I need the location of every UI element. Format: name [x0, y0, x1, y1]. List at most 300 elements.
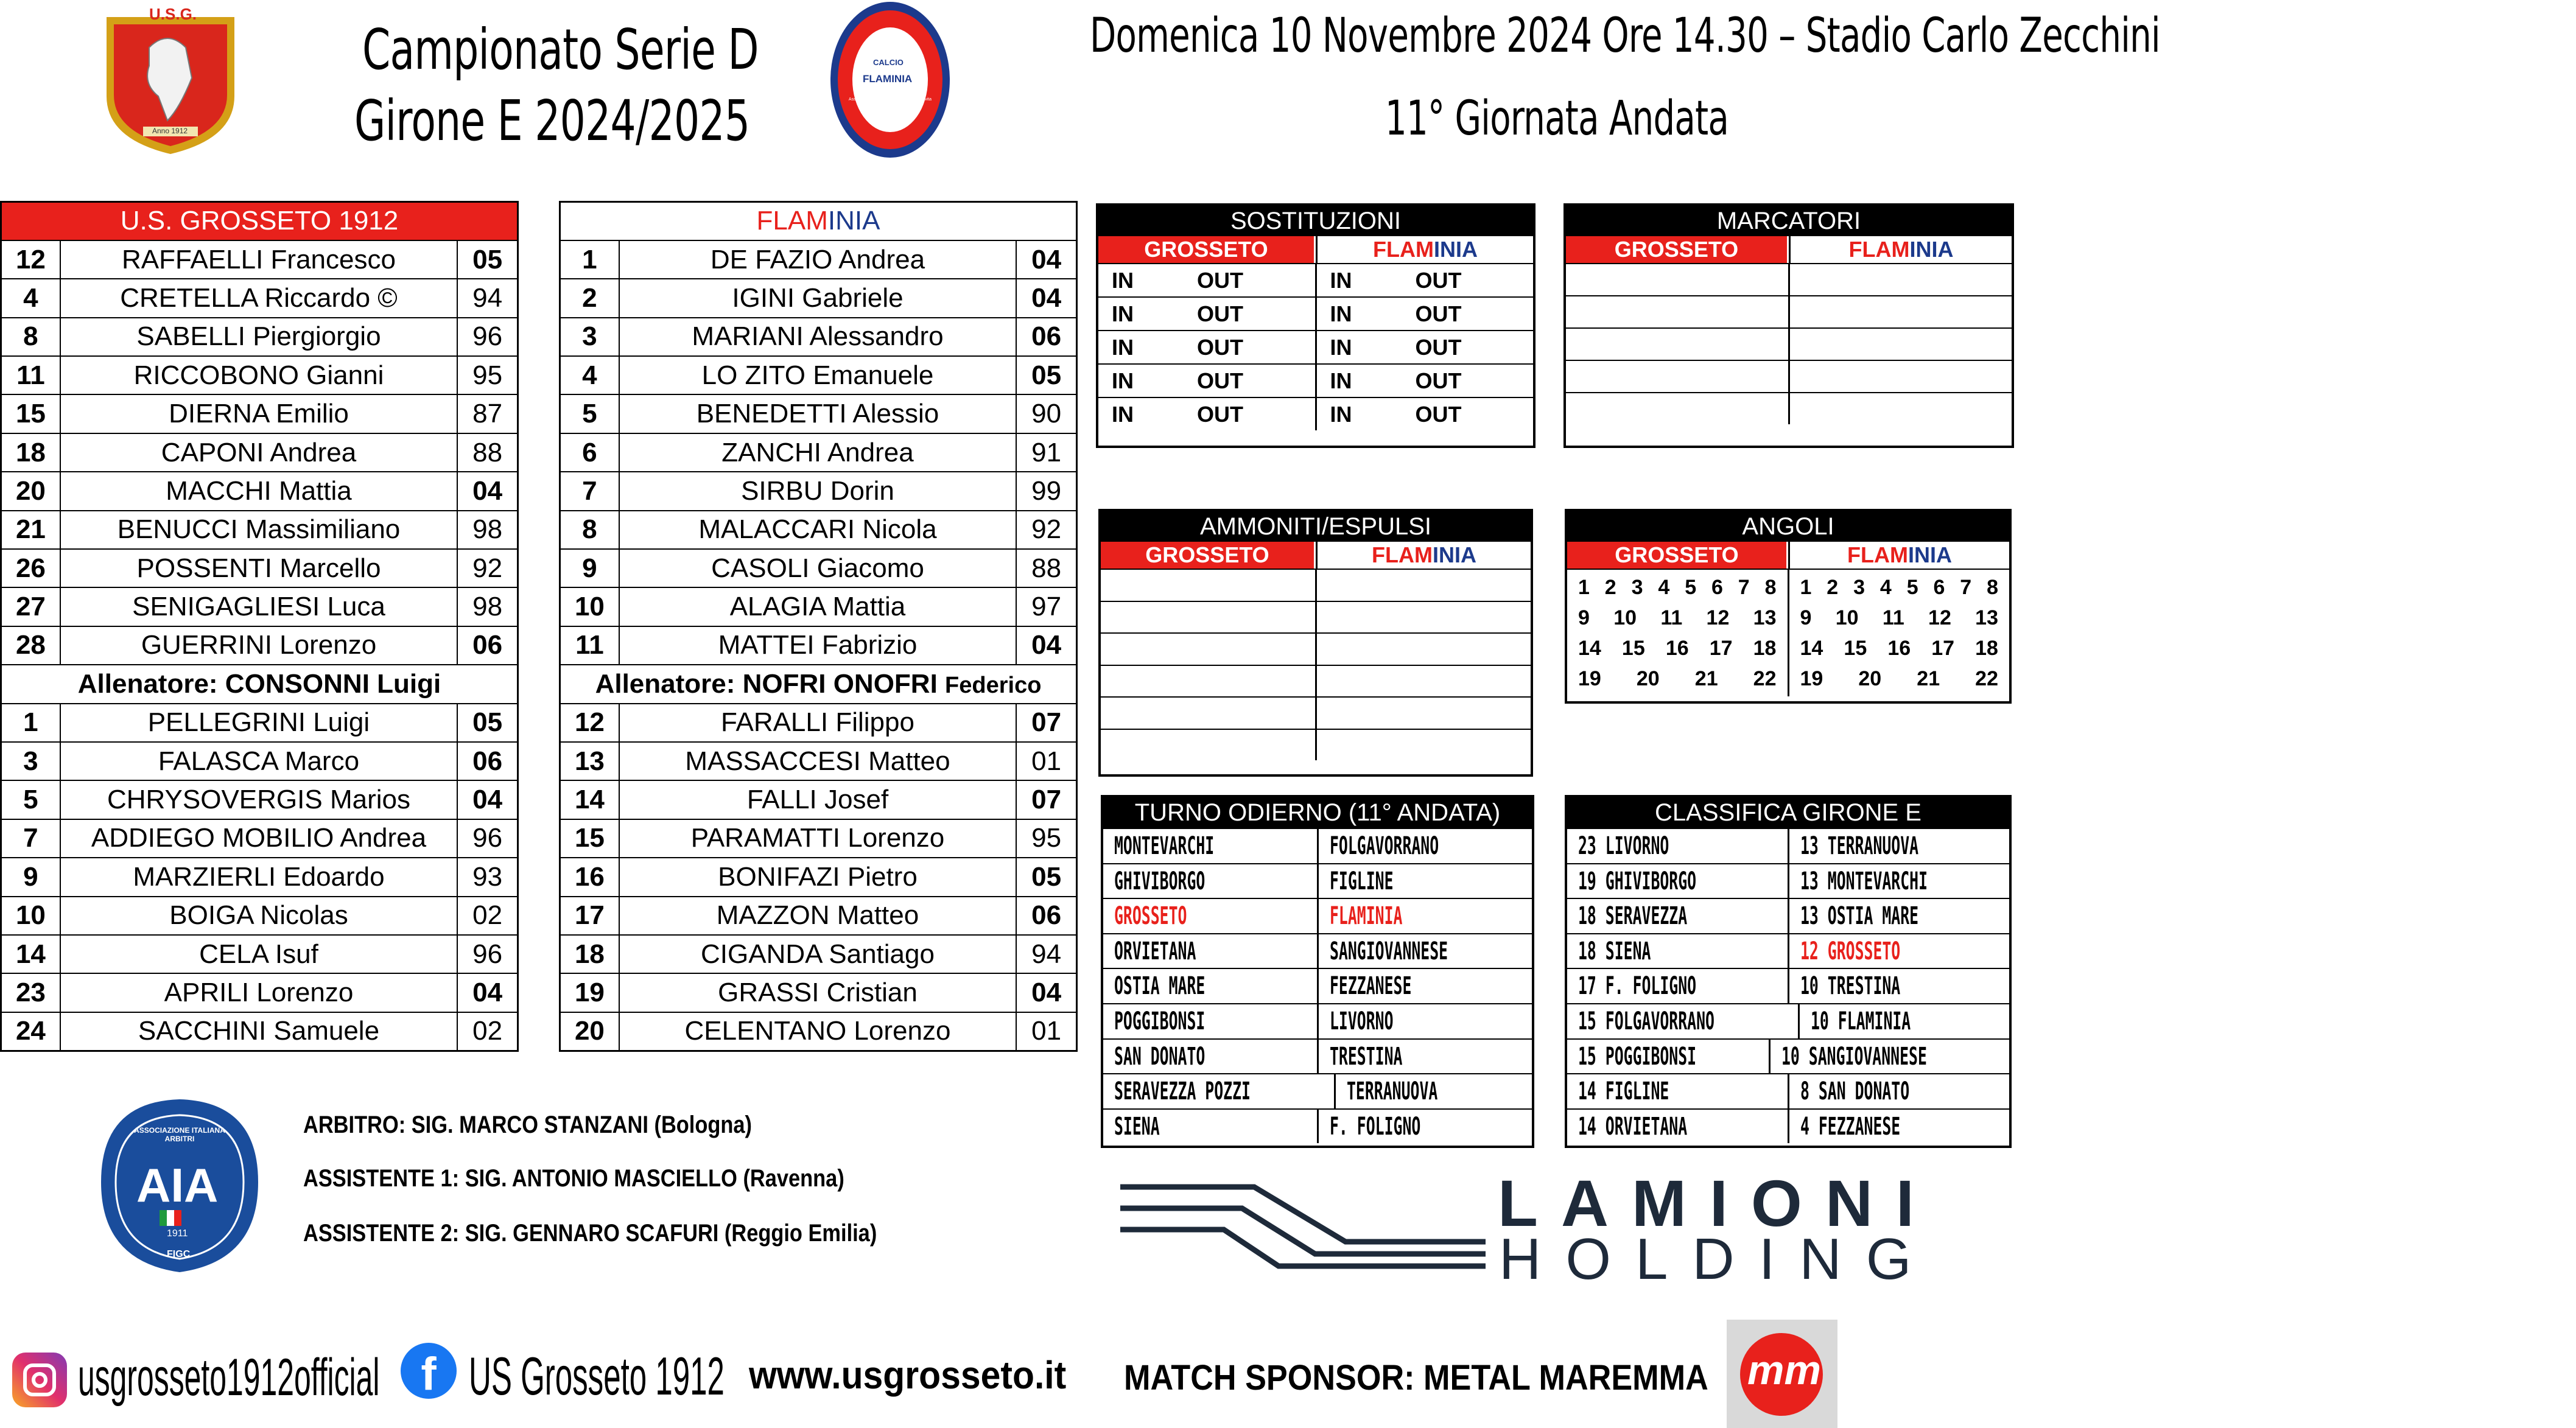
corner-numbers-row [1578, 633, 1777, 663]
roster-row [560, 356, 1077, 394]
away-club-logo [829, 0, 951, 159]
player-birth-year: 88 [1016, 549, 1076, 587]
away-substitution-slot[interactable] [1315, 365, 1534, 397]
roster-row [1, 433, 518, 472]
substitution-row [1098, 296, 1533, 330]
match-sponsor: MATCH SPONSOR: METAL MAREMMA [1124, 1358, 1708, 1398]
out-label: OUT [1415, 301, 1462, 326]
corner-numbers-row [1800, 633, 1999, 663]
roster-row [560, 549, 1077, 587]
player-birth-year: 01 [1016, 742, 1076, 780]
player-name: GUERRINI Lorenzo [60, 626, 457, 665]
player-birth-year: 97 [1016, 587, 1076, 626]
corner-number[interactable]: 13 [1753, 606, 1777, 629]
fixture-row [1103, 933, 1532, 968]
home-logo-text: U.S.G. [149, 5, 197, 23]
roster-row [560, 511, 1077, 549]
player-name: CRETELLA Riccardo © [60, 279, 457, 317]
scorer-row-cell[interactable] [1788, 329, 2012, 360]
scorer-row [1566, 327, 2012, 360]
fixture-row-cell: FIGLINE [1317, 864, 1532, 898]
roster-row [560, 704, 1077, 742]
corner-number[interactable]: 4 [1879, 576, 1892, 599]
corner-number[interactable]: 12 [1706, 606, 1730, 629]
corner-number[interactable]: 22 [1975, 667, 1998, 690]
roster-row [560, 318, 1077, 356]
corner-number[interactable]: 22 [1753, 667, 1777, 690]
fixture-row-cell: F. FOLIGNO [1317, 1110, 1532, 1144]
player-number: 8 [1, 318, 60, 356]
corner-number[interactable]: 11 [1882, 606, 1904, 629]
player-name: SACCHINI Samuele [60, 1012, 457, 1051]
substitution-row [1098, 397, 1533, 430]
aia-letters: AIA [136, 1158, 219, 1212]
corner-number[interactable]: 7 [1960, 576, 1972, 599]
player-name: BONIFAZI Pietro [619, 858, 1016, 896]
home-club-logo [100, 5, 240, 156]
standing-row-cell: 14 ORVIETANA [1578, 1112, 1688, 1141]
fixture-row-cell: FLAMINIA [1317, 899, 1532, 933]
standing-row-cell: 12 GROSSETO [1788, 934, 2010, 968]
booking-row-cell[interactable] [1315, 666, 1531, 697]
scorer-row-cell[interactable] [1566, 393, 1788, 424]
away-logo-top-text: CALCIO [873, 58, 904, 67]
corner-number[interactable]: 5 [1685, 576, 1697, 599]
sponsor-name-line1: LAMIONI [1498, 1166, 1937, 1240]
corner-number[interactable]: 8 [1764, 576, 1777, 599]
roster-row [1, 472, 518, 510]
roster-row [560, 433, 1077, 472]
player-number: 2 [560, 279, 619, 317]
player-birth-year: 07 [1016, 780, 1076, 819]
in-label: IN [1330, 402, 1352, 427]
away-substitution-slot[interactable] [1315, 331, 1534, 363]
player-number: 3 [560, 318, 619, 356]
roster-row [560, 935, 1077, 973]
standing-row-cell: 10 TRESTINA [1788, 969, 2010, 1003]
roster-row [560, 897, 1077, 935]
player-birth-year: 04 [1016, 279, 1076, 317]
player-birth-year: 05 [457, 704, 518, 742]
corner-number[interactable]: 6 [1711, 576, 1723, 599]
player-number: 15 [1, 394, 60, 433]
player-birth-year: 04 [1016, 240, 1076, 279]
player-birth-year: 05 [457, 240, 518, 279]
player-birth-year: 01 [1016, 1012, 1076, 1051]
booking-row [1101, 696, 1531, 729]
booking-row-cell[interactable] [1315, 698, 1531, 729]
corner-number[interactable]: 10 [1835, 606, 1859, 629]
roster-row [560, 1012, 1077, 1051]
player-number: 5 [560, 394, 619, 433]
player-birth-year: 94 [1016, 935, 1076, 973]
bookings-away-team: FLAMINIA [1316, 542, 1531, 569]
fixture-row-cell: ORVIETANA [1114, 937, 1196, 965]
player-birth-year: 93 [457, 858, 518, 896]
standing-row-cell: 19 GHIVIBORGO [1578, 867, 1697, 895]
fixture-row-cell: SIENA [1114, 1112, 1160, 1141]
out-label: OUT [1197, 335, 1243, 360]
home-substitution-slot[interactable] [1098, 264, 1315, 296]
player-name: MATTEI Fabrizio [619, 626, 1016, 665]
player-number: 7 [560, 472, 619, 510]
subs-away-team: FLAMINIA [1316, 236, 1533, 263]
booking-row [1101, 665, 1531, 697]
corner-number[interactable]: 9 [1800, 606, 1812, 629]
player-number: 9 [560, 549, 619, 587]
corner-number[interactable]: 18 [1753, 637, 1777, 660]
player-number: 8 [560, 511, 619, 549]
player-name: SENIGAGLIESI Luca [60, 587, 457, 626]
standings-title: CLASSIFICA GIRONE E [1567, 797, 2009, 828]
home-coach: Allenatore: CONSONNI Luigi [1, 665, 518, 703]
substitution-row [1098, 363, 1533, 397]
fixture-row [1103, 1003, 1532, 1038]
corner-number[interactable]: 20 [1858, 667, 1882, 690]
substitutions-panel [1096, 203, 1535, 448]
home-substitution-slot[interactable] [1098, 398, 1315, 430]
in-label: IN [1112, 268, 1134, 293]
corner-number[interactable]: 10 [1613, 606, 1637, 629]
roster-row [560, 240, 1077, 279]
fixture-row [1103, 898, 1532, 933]
player-number: 21 [1, 511, 60, 549]
corners-away-grid[interactable] [1788, 570, 2010, 696]
player-birth-year: 92 [457, 549, 518, 587]
corner-number[interactable]: 21 [1694, 667, 1718, 690]
roster-row [560, 858, 1077, 896]
corner-number[interactable]: 3 [1631, 576, 1643, 599]
player-birth-year: 96 [457, 819, 518, 858]
scorer-row [1566, 263, 2012, 295]
player-birth-year: 90 [1016, 394, 1076, 433]
player-number: 10 [1, 897, 60, 935]
in-label: IN [1330, 368, 1352, 393]
corner-number[interactable]: 2 [1604, 576, 1616, 599]
player-birth-year: 95 [1016, 819, 1076, 858]
player-number: 19 [560, 973, 619, 1012]
player-name: POSSENTI Marcello [60, 549, 457, 587]
roster-row [1, 780, 518, 819]
corner-number[interactable]: 14 [1578, 637, 1601, 660]
roster-row [1, 318, 518, 356]
scorer-row [1566, 392, 2012, 424]
booking-row-cell[interactable] [1101, 570, 1315, 601]
out-label: OUT [1197, 368, 1243, 393]
match-info-line1: Domenica 10 Novembre 2024 Ore 14.30 – Stadio Carlo Zecchini [1090, 9, 2160, 63]
mm-logo-text: mm [1747, 1347, 1821, 1393]
corner-number[interactable]: 21 [1917, 667, 1940, 690]
player-number: 15 [560, 819, 619, 858]
standing-row [1567, 1003, 2009, 1038]
player-birth-year: 91 [1016, 433, 1076, 472]
standing-row-cell: 13 TERRANUOVA [1788, 829, 2010, 863]
corner-number[interactable]: 20 [1636, 667, 1660, 690]
roster-row [1, 356, 518, 394]
standing-row [1567, 1073, 2009, 1108]
standing-row-cell: 13 MONTEVARCHI [1788, 864, 2010, 898]
roster-row [1, 819, 518, 858]
player-name: MACCHI Mattia [60, 472, 457, 510]
player-name: SIRBU Dorin [619, 472, 1016, 510]
corner-number[interactable]: 9 [1578, 606, 1590, 629]
instagram-icon[interactable] [12, 1353, 67, 1407]
scorer-row-cell[interactable] [1788, 361, 2012, 392]
booking-row-cell[interactable] [1101, 602, 1315, 633]
player-name: LO ZITO Emanuele [619, 356, 1016, 394]
player-birth-year: 06 [1016, 897, 1076, 935]
player-number: 1 [1, 704, 60, 742]
player-birth-year: 04 [457, 973, 518, 1012]
booking-row-cell[interactable] [1101, 634, 1315, 665]
in-label: IN [1112, 301, 1134, 326]
player-number: 5 [1, 780, 60, 819]
corner-number[interactable]: 13 [1975, 606, 1998, 629]
corner-number[interactable]: 1 [1800, 576, 1812, 599]
fixture-row [1103, 1108, 1532, 1144]
fixture-row-cell: FOLGAVORRANO [1317, 829, 1532, 863]
away-substitution-slot[interactable] [1315, 398, 1534, 430]
roster-row [560, 973, 1077, 1012]
out-label: OUT [1415, 268, 1462, 293]
corner-number[interactable]: 4 [1658, 576, 1670, 599]
standing-row [1567, 863, 2009, 898]
booking-row-cell[interactable] [1101, 730, 1315, 761]
player-birth-year: 99 [1016, 472, 1076, 510]
player-name: FALASCA Marco [60, 742, 457, 780]
aia-figc: FIGC [167, 1249, 191, 1259]
player-birth-year: 02 [457, 897, 518, 935]
player-name: MALACCARI Nicola [619, 511, 1016, 549]
corner-number[interactable]: 19 [1800, 667, 1823, 690]
player-name: MARZIERLI Edoardo [60, 858, 457, 896]
player-number: 12 [560, 704, 619, 742]
scorer-row-cell[interactable] [1566, 264, 1788, 295]
substitution-row [1098, 330, 1533, 363]
home-roster-table [0, 201, 519, 1052]
corners-away-team: FLAMINIA [1788, 542, 2009, 569]
player-number: 18 [1, 433, 60, 472]
roster-row [560, 626, 1077, 665]
scorer-row-cell[interactable] [1566, 329, 1788, 360]
bookings-title: AMMONITI/ESPULSI [1101, 511, 1531, 542]
player-birth-year: 87 [457, 394, 518, 433]
home-substitution-slot[interactable] [1098, 331, 1315, 363]
fixture-row-cell: GHIVIBORGO [1114, 867, 1206, 895]
corner-number[interactable]: 19 [1578, 667, 1601, 690]
player-number: 7 [1, 819, 60, 858]
corners-home-grid[interactable] [1567, 570, 1788, 696]
corner-number[interactable]: 7 [1738, 576, 1750, 599]
corners-title: ANGOLI [1567, 511, 2009, 542]
player-name: MASSACCESI Matteo [619, 742, 1016, 780]
player-birth-year: 96 [457, 935, 518, 973]
scorers-title: MARCATORI [1566, 206, 2012, 236]
facebook-icon[interactable]: f [401, 1343, 457, 1399]
scorer-row-cell[interactable] [1788, 393, 2012, 424]
standing-row-cell: 4 FEZZANESE [1788, 1110, 2010, 1144]
corner-number[interactable]: 18 [1975, 637, 1998, 660]
player-number: 17 [560, 897, 619, 935]
standing-row-cell: 15 POGGIBONSI [1578, 1042, 1697, 1071]
player-name: BENEDETTI Alessio [619, 394, 1016, 433]
aia-logo [99, 1097, 261, 1275]
facebook-page[interactable]: US Grosseto 1912 [469, 1346, 725, 1406]
player-birth-year: 88 [457, 433, 518, 472]
corner-number[interactable]: 16 [1887, 637, 1911, 660]
standing-row-cell: 10 SANGIOVANNESE [1769, 1040, 2016, 1074]
player-birth-year: 07 [1016, 704, 1076, 742]
player-name: CAPONI Andrea [60, 433, 457, 472]
player-name: CIGANDA Santiago [619, 935, 1016, 973]
player-name: RAFFAELLI Francesco [60, 240, 457, 279]
player-birth-year: 04 [457, 472, 518, 510]
fixture-row-cell: TRESTINA [1317, 1040, 1532, 1074]
out-label: OUT [1197, 402, 1243, 427]
fixture-row-cell: GROSSETO [1114, 902, 1187, 931]
home-logo-year: Anno 1912 [152, 127, 188, 135]
standing-row-cell: 17 F. FOLIGNO [1578, 972, 1697, 1001]
away-logo-main-text: FLAMINIA [863, 73, 913, 85]
fixture-row-cell: SANGIOVANNESE [1317, 934, 1532, 968]
in-label: IN [1112, 368, 1134, 393]
aia-ring-text: ASSOCIAZIONE ITALIANA ARBITRI [134, 1126, 225, 1143]
competition-line2: Girone E 2024/2025 [354, 88, 750, 153]
away-substitution-slot[interactable] [1315, 264, 1534, 296]
roster-row [1, 1012, 518, 1051]
roster-row [1, 973, 518, 1012]
player-number: 11 [1, 356, 60, 394]
out-label: OUT [1415, 368, 1462, 393]
player-number: 9 [1, 858, 60, 896]
booking-row [1101, 601, 1531, 633]
fixtures-panel [1101, 795, 1534, 1148]
player-birth-year: 94 [457, 279, 518, 317]
fixture-row-cell: FEZZANESE [1317, 969, 1532, 1003]
assistant-1: ASSISTENTE 1: SIG. ANTONIO MASCIELLO (Ravenna) [303, 1165, 844, 1192]
corner-number[interactable]: 8 [1987, 576, 1998, 599]
player-number: 24 [1, 1012, 60, 1051]
player-number: 12 [1, 240, 60, 279]
player-birth-year: 98 [457, 511, 518, 549]
corner-number[interactable]: 16 [1665, 637, 1689, 660]
player-birth-year: 06 [1016, 318, 1076, 356]
player-name: SABELLI Piergiorgio [60, 318, 457, 356]
corner-number[interactable]: 2 [1827, 576, 1839, 599]
instagram-handle[interactable]: usgrosseto1912official [78, 1348, 380, 1407]
scorers-panel [1563, 203, 2014, 448]
standing-row [1567, 1038, 2009, 1074]
fixtures-title: TURNO ODIERNO (11° ANDATA) [1103, 797, 1532, 828]
player-birth-year: 96 [457, 318, 518, 356]
roster-row [560, 819, 1077, 858]
bookings-home-team: GROSSETO [1101, 542, 1316, 569]
scorer-row-cell[interactable] [1566, 361, 1788, 392]
corner-number[interactable]: 12 [1928, 606, 1951, 629]
out-label: OUT [1415, 335, 1462, 360]
home-substitution-slot[interactable] [1098, 298, 1315, 330]
in-label: IN [1112, 335, 1134, 360]
booking-row-cell[interactable] [1315, 730, 1531, 761]
fixture-row [1103, 863, 1532, 898]
standing-row [1567, 933, 2009, 968]
roster-row [560, 394, 1077, 433]
out-label: OUT [1197, 268, 1243, 293]
standing-row-cell: 10 FLAMINIA [1798, 1004, 2009, 1038]
match-info-line2: 11° Giornata Andata [1385, 91, 1729, 146]
corner-number[interactable]: 14 [1800, 637, 1823, 660]
booking-row-cell[interactable] [1315, 634, 1531, 665]
booking-row [1101, 729, 1531, 761]
fixture-row [1103, 968, 1532, 1003]
scorer-row-cell[interactable] [1788, 264, 2012, 295]
substitution-row [1098, 263, 1533, 296]
scorer-row [1566, 295, 2012, 327]
corner-number[interactable]: 17 [1709, 637, 1733, 660]
corner-number[interactable]: 11 [1660, 606, 1683, 629]
fixture-row [1103, 828, 1532, 863]
home-substitution-slot[interactable] [1098, 365, 1315, 397]
corner-numbers-row [1800, 663, 1999, 694]
corner-number[interactable]: 5 [1906, 576, 1918, 599]
standing-row [1567, 968, 2009, 1003]
booking-row-cell[interactable] [1315, 602, 1531, 633]
booking-row-cell[interactable] [1101, 698, 1315, 729]
substitutions-title: SOSTITUZIONI [1098, 206, 1533, 236]
scorer-row-cell[interactable] [1788, 296, 2012, 327]
player-number: 11 [560, 626, 619, 665]
player-number: 26 [1, 549, 60, 587]
player-number: 4 [1, 279, 60, 317]
roster-row [560, 279, 1077, 317]
player-name: IGINI Gabriele [619, 279, 1016, 317]
roster-row [1, 897, 518, 935]
standing-row [1567, 1108, 2009, 1144]
player-number: 20 [1, 472, 60, 510]
corner-numbers-row [1578, 603, 1777, 633]
roster-row [560, 587, 1077, 626]
corner-number[interactable]: 3 [1853, 576, 1865, 599]
corner-number[interactable]: 1 [1578, 576, 1590, 599]
player-name: GRASSI Cristian [619, 973, 1016, 1012]
player-name: ALAGIA Mattia [619, 587, 1016, 626]
corner-numbers-row [1800, 572, 1999, 603]
website-link[interactable]: www.usgrosseto.it [749, 1353, 1067, 1397]
corner-numbers-row [1578, 572, 1777, 603]
roster-row [1, 511, 518, 549]
player-number: 14 [560, 780, 619, 819]
standing-row-cell: 14 FIGLINE [1578, 1077, 1669, 1106]
corner-number[interactable]: 15 [1621, 637, 1645, 660]
away-substitution-slot[interactable] [1315, 298, 1534, 330]
booking-row-cell[interactable] [1101, 666, 1315, 697]
player-number: 16 [560, 858, 619, 896]
standing-row-cell: 8 SAN DONATO [1788, 1074, 2010, 1108]
roster-row [1, 742, 518, 780]
roster-row [1, 858, 518, 896]
roster-row [1, 279, 518, 317]
away-roster-table [559, 201, 1078, 1052]
roster-row [1, 626, 518, 665]
corner-number[interactable]: 6 [1933, 576, 1945, 599]
booking-row-cell[interactable] [1315, 570, 1531, 601]
corner-number[interactable]: 17 [1931, 637, 1955, 660]
roster-row [1, 240, 518, 279]
booking-row [1101, 569, 1531, 601]
corner-number[interactable]: 15 [1844, 637, 1867, 660]
scorer-row-cell[interactable] [1566, 296, 1788, 327]
player-birth-year: 04 [1016, 626, 1076, 665]
